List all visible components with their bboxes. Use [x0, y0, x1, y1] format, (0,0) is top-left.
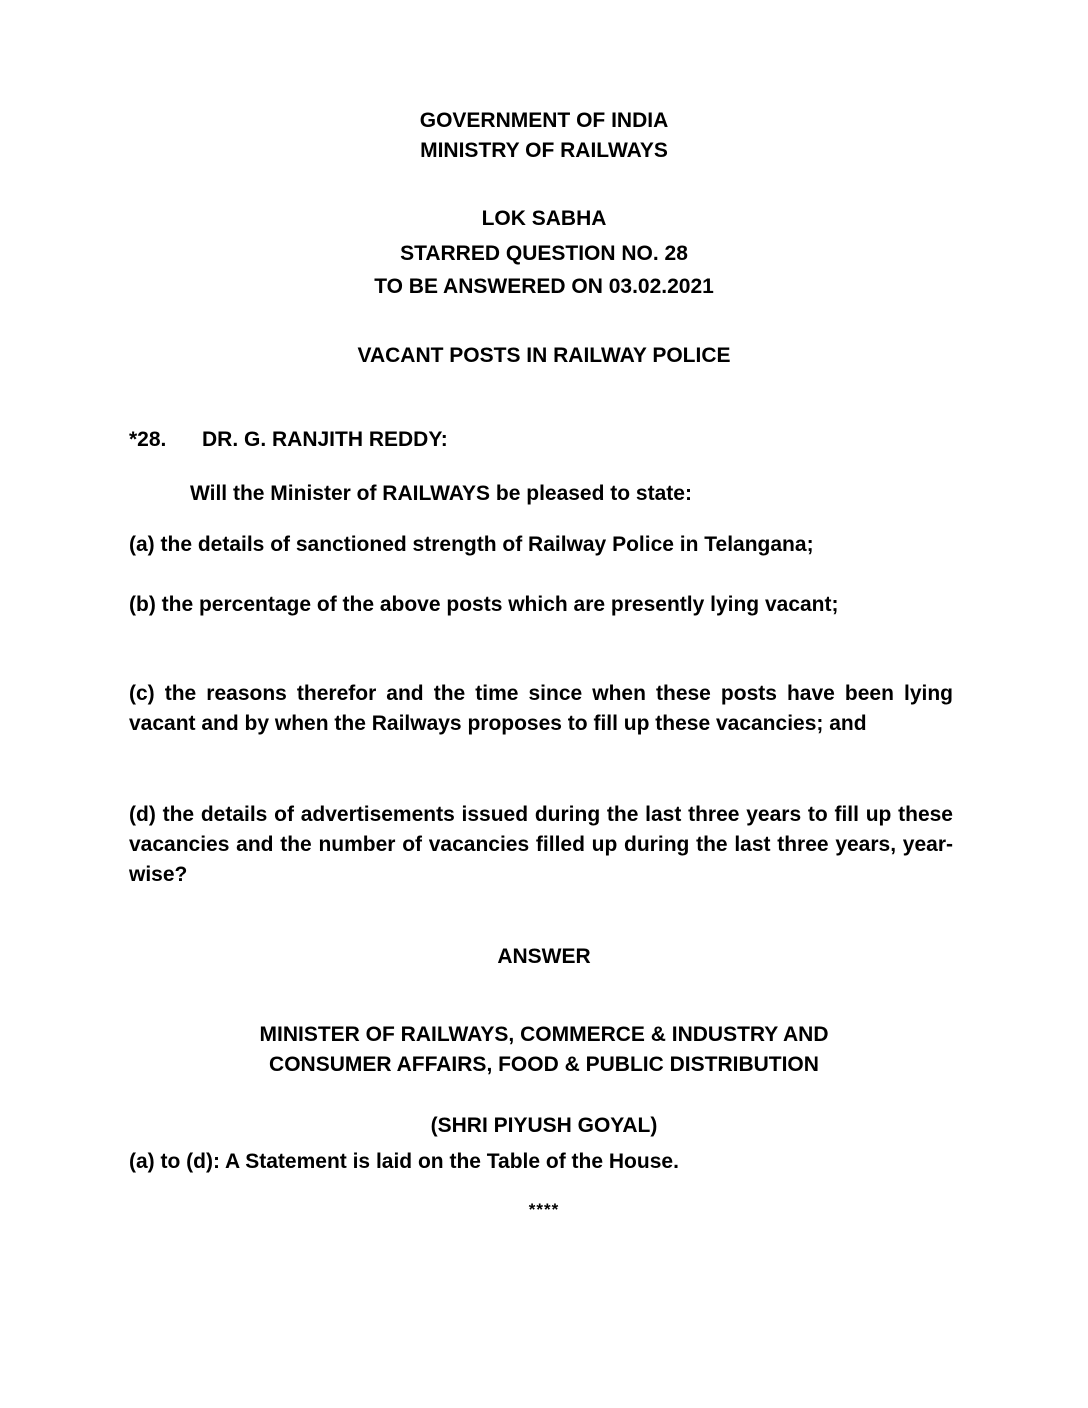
question-part-d: (d) the details of advertisements issued during the last three years to fill up these vacancies and the number of vacancies filled up during the last three years, year-wise?	[129, 803, 953, 886]
question-part-b: (b) the percentage of the above posts which are presently lying vacant;	[129, 593, 839, 616]
ministry-heading: MINISTRY OF RAILWAYS	[420, 139, 668, 162]
question-number-heading: STARRED QUESTION NO. 28	[400, 242, 688, 265]
government-heading: GOVERNMENT OF INDIA	[419, 109, 669, 132]
questioner-name: DR. G. RANJITH REDDY:	[202, 428, 448, 451]
answer-heading: ANSWER	[497, 945, 591, 968]
question-part-c: (c) the reasons therefor and the time since when these posts have been lying vacant and by when the Railways proposes to fill up these vacancies; and	[129, 682, 953, 735]
answer-text: (a) to (d): A Statement is laid on the Table of the House.	[129, 1150, 679, 1173]
end-mark: ****	[528, 1200, 560, 1219]
question-intro: Will the Minister of RAILWAYS be pleased to state:	[190, 482, 692, 505]
minister-title-line-1: MINISTER OF RAILWAYS, COMMERCE & INDUSTRY AND	[259, 1023, 829, 1046]
subject-heading: VACANT POSTS IN RAILWAY POLICE	[357, 344, 731, 367]
minister-name: (SHRI PIYUSH GOYAL)	[430, 1114, 658, 1137]
question-part-a: (a) the details of sanctioned strength of Railway Police in Telangana;	[129, 533, 814, 556]
answer-date-heading: TO BE ANSWERED ON 03.02.2021	[374, 275, 714, 298]
minister-title-line-2: CONSUMER AFFAIRS, FOOD & PUBLIC DISTRIBUTION	[269, 1053, 819, 1076]
question-serial: *28.	[129, 428, 167, 451]
house-heading: LOK SABHA	[481, 207, 607, 230]
